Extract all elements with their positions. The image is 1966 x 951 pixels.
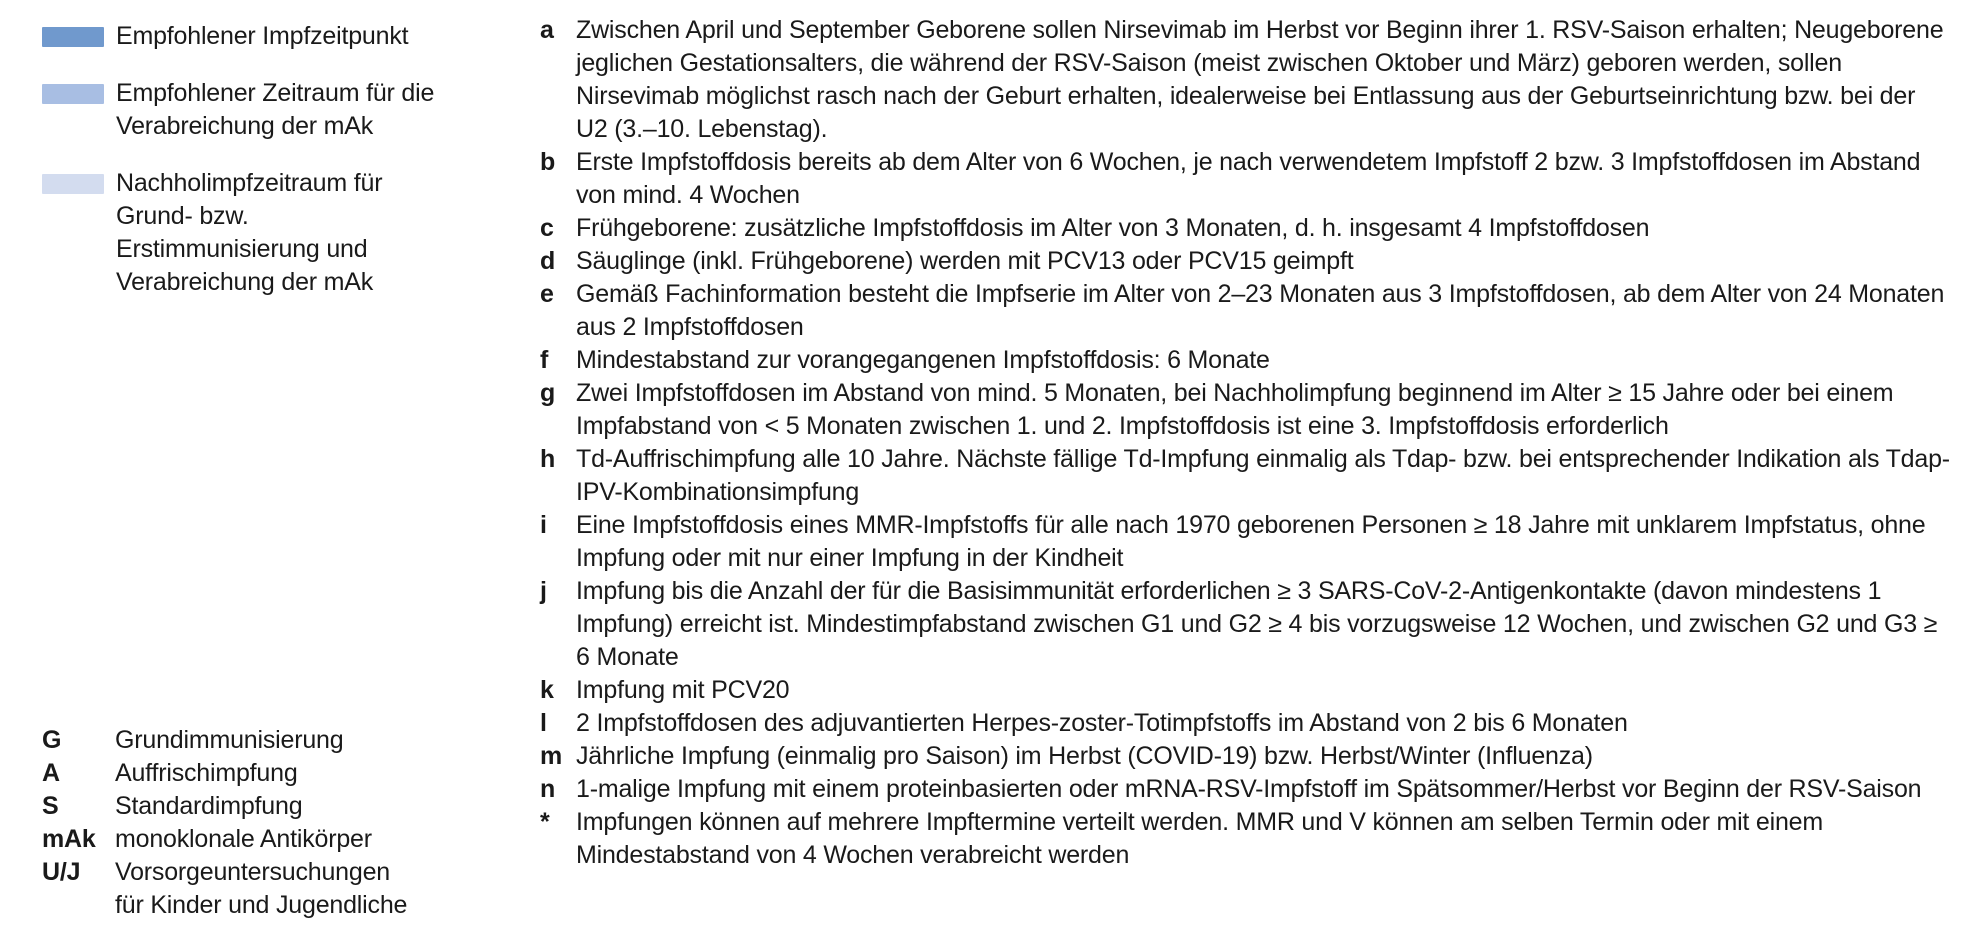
abbr-meaning: Vorsorgeuntersuchungen für Kinder und Jugendliche xyxy=(115,858,408,919)
swatch-catchup-period xyxy=(42,174,104,194)
footnote-label: e xyxy=(540,280,554,308)
footnote-label: c xyxy=(540,214,554,242)
color-legend xyxy=(42,20,462,323)
footnote-label: j xyxy=(540,577,547,605)
abbr-key: mAk xyxy=(42,825,96,853)
footnote-k xyxy=(540,674,1952,707)
footnote-text: 2 Impfstoffdosen des adjuvantierten Herpes-zoster-Totimpfstoffs im Abstand von 2 bis 6 Monaten xyxy=(576,709,1628,737)
abbr-row-s xyxy=(42,790,420,823)
footnote-text: Gemäß Fachinformation besteht die Impfserie im Alter von 2–23 Monaten aus 3 Impfstoffdosen, ab dem Alter von 24 Monaten aus 2 Impfstoffdosen xyxy=(576,280,1945,341)
footnote-n xyxy=(540,773,1952,806)
abbr-meaning: monoklonale Antikörper xyxy=(115,825,372,853)
abbr-key: G xyxy=(42,726,62,754)
footnote-label: f xyxy=(540,346,549,374)
abbr-key: A xyxy=(42,759,60,787)
abbr-row-g xyxy=(42,724,420,757)
legend-item-catchup-period xyxy=(42,167,462,299)
footnote-text: Td-Auffrischimpfung alle 10 Jahre. Nächste fällige Td-Impfung einmalig als Tdap- bzw. bei entsprechender Indikation als Tdap-IPV-Kombinationsimpfung xyxy=(576,445,1950,506)
footnote-g xyxy=(540,377,1952,443)
footnote-label: m xyxy=(540,742,563,770)
footnote-text: Jährliche Impfung (einmalig pro Saison) im Herbst (COVID-19) bzw. Herbst/Winter (Influenza) xyxy=(576,742,1593,770)
abbr-meaning: Standardimpfung xyxy=(115,792,303,820)
swatch-recommended-vaccination-time xyxy=(42,27,104,47)
footnote-text: Zwei Impfstoffdosen im Abstand von mind. 5 Monaten, bei Nachholimpfung beginnend im Alter ≥ 15 Jahre oder bei einem Impfabstand von < 5 Monaten zwischen 1. und 2. Impfstoffdosis ist eine 3. Impfstoffdosis erforderlich xyxy=(576,379,1894,440)
abbr-meaning: Grundimmunisierung xyxy=(115,726,344,754)
footnote-e xyxy=(540,278,1952,344)
footnote-label: g xyxy=(540,379,556,407)
footnote-label: k xyxy=(540,676,554,704)
footnotes-list xyxy=(540,14,1952,872)
footnote-a xyxy=(540,14,1952,146)
footnote-text: Impfung bis die Anzahl der für die Basisimmunität erforderlichen ≥ 3 SARS-CoV-2-Antigenkontakte (davon mindestens 1 Impfung) erreicht ist. Mindestimpfabstand zwischen G1 und G2 ≥ 4 bis vorzugsweise 12 Wochen, und zwischen G2 und G3 ≥ 6 Monate xyxy=(576,577,1938,671)
footnote-b xyxy=(540,146,1952,212)
footnote-label: h xyxy=(540,445,556,473)
swatch-recommended-period-mak xyxy=(42,84,104,104)
footnote-label: * xyxy=(540,808,550,836)
abbreviation-key xyxy=(42,724,420,922)
footnote-label: n xyxy=(540,775,556,803)
legend-label: Empfohlener Impfzeitpunkt xyxy=(116,22,409,50)
legend-item-recommended-time xyxy=(42,20,462,53)
footnote-text: Impfungen können auf mehrere Impftermine verteilt werden. MMR und V können am selben Termin oder mit einem Mindestabstand von 4 Wochen verabreicht werden xyxy=(576,808,1824,869)
footnote-l xyxy=(540,707,1952,740)
legend-label: Nachholimpfzeitraum für Grund- bzw. Erstimmunisierung und Verabreichung der mAk xyxy=(116,169,383,296)
abbr-key: U/J xyxy=(42,858,81,886)
footnote-text: Frühgeborene: zusätzliche Impfstoffdosis im Alter von 3 Monaten, d. h. insgesamt 4 Impfstoffdosen xyxy=(576,214,1650,242)
abbr-row-mak xyxy=(42,823,420,856)
footnote-label: b xyxy=(540,148,556,176)
footnote-d xyxy=(540,245,1952,278)
footnote-label: i xyxy=(540,511,547,539)
abbr-row-uj xyxy=(42,856,420,922)
legend-item-recommended-period-mak xyxy=(42,77,462,143)
footnote-text: Zwischen April und September Geborene sollen Nirsevimab im Herbst vor Beginn ihrer 1. RSV-Saison erhalten; Neugeborene jeglichen Gestationsalters, die während der RSV-Saison (meist zwischen Oktober und März) geboren werden, sollen Nirsevimab möglichst rasch nach der Geburt erhalten, idealerweise bei Entlassung aus der Geburtseinrichtung bzw. bei der U2 (3.–10. Lebenstag). xyxy=(576,16,1944,143)
footnote-m xyxy=(540,740,1952,773)
footnote-text: Mindestabstand zur vorangegangenen Impfstoffdosis: 6 Monate xyxy=(576,346,1270,374)
footnote-text: Erste Impfstoffdosis bereits ab dem Alter von 6 Wochen, je nach verwendetem Impfstoff 2 bzw. 3 Impfstoffdosen im Abstand von mind. 4 Wochen xyxy=(576,148,1921,209)
legend-label: Empfohlener Zeitraum für die Verabreichung der mAk xyxy=(116,79,435,140)
footnote-label: l xyxy=(540,709,547,737)
footnote-text: Säuglinge (inkl. Frühgeborene) werden mit PCV13 oder PCV15 geimpft xyxy=(576,247,1354,275)
abbr-row-a xyxy=(42,757,420,790)
footnote-c xyxy=(540,212,1952,245)
footnote-label: d xyxy=(540,247,556,275)
footnote-text: 1-malige Impfung mit einem proteinbasierten oder mRNA-RSV-Impfstoff im Spätsommer/Herbst vor Beginn der RSV-Saison xyxy=(576,775,1922,803)
footnote-h xyxy=(540,443,1952,509)
footnote-text: Impfung mit PCV20 xyxy=(576,676,790,704)
footnote-label: a xyxy=(540,16,554,44)
footnote-j xyxy=(540,575,1952,674)
footnote-i xyxy=(540,509,1952,575)
footnote-f xyxy=(540,344,1952,377)
footnote-text: Eine Impfstoffdosis eines MMR-Impfstoffs für alle nach 1970 geborenen Personen ≥ 18 Jahre mit unklarem Impfstatus, ohne Impfung oder mit nur einer Impfung in der Kindheit xyxy=(576,511,1926,572)
footnote-asterisk xyxy=(540,806,1952,872)
abbr-key: S xyxy=(42,792,59,820)
abbr-meaning: Auffrischimpfung xyxy=(115,759,298,787)
